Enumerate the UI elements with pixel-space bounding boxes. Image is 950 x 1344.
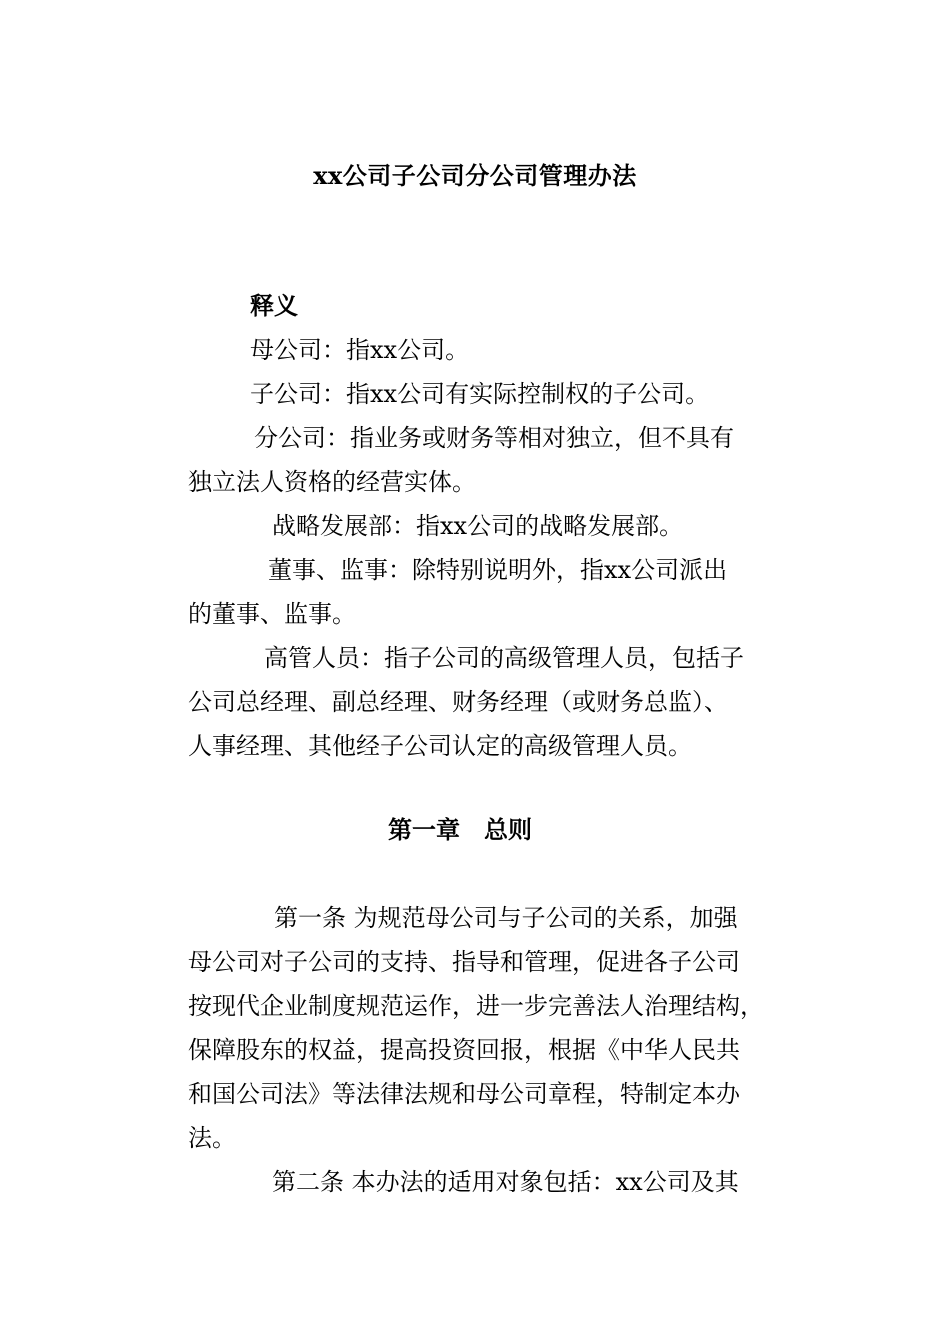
definition-line: 分公司：指业务或财务等相对独立，但不具有: [254, 424, 734, 452]
definition-line: 的董事、监事。: [188, 600, 356, 628]
article-line: 第二条 本办法的适用对象包括：xx公司及其: [272, 1168, 739, 1196]
document-title: xx公司子公司分公司管理办法: [313, 161, 637, 190]
definition-line: 人事经理、其他经子公司认定的高级管理人员。: [188, 732, 692, 760]
article-line: 法。: [188, 1124, 236, 1152]
definition-line: 战略发展部：指xx公司的战略发展部。: [272, 512, 684, 540]
article-line: 按现代企业制度规范运作，进一步完善法人治理结构，: [188, 992, 764, 1020]
article-line: 和国公司法》等法律法规和母公司章程，特制定本办: [188, 1080, 740, 1108]
article-line: 第一条 为规范母公司与子公司的关系，加强: [274, 904, 738, 932]
definition-line: 独立法人资格的经营实体。: [188, 468, 476, 496]
definition-line: 子公司：指xx公司有实际控制权的子公司。: [250, 380, 710, 408]
article-line: 母公司对子公司的支持、指导和管理，促进各子公司: [188, 948, 740, 976]
definition-line: 母公司：指xx公司。: [250, 336, 470, 364]
chapter-title: 第一章 总则: [388, 815, 532, 844]
definition-line: 高管人员：指子公司的高级管理人员，包括子: [264, 644, 744, 672]
definitions-heading: 释义: [250, 291, 298, 320]
definition-line: 公司总经理、副总经理、财务经理（或财务总监）、: [188, 688, 728, 716]
definition-line: 董事、监事：除特别说明外，指xx公司派出: [268, 556, 728, 584]
article-line: 保障股东的权益，提高投资回报，根据《中华人民共: [188, 1036, 740, 1064]
